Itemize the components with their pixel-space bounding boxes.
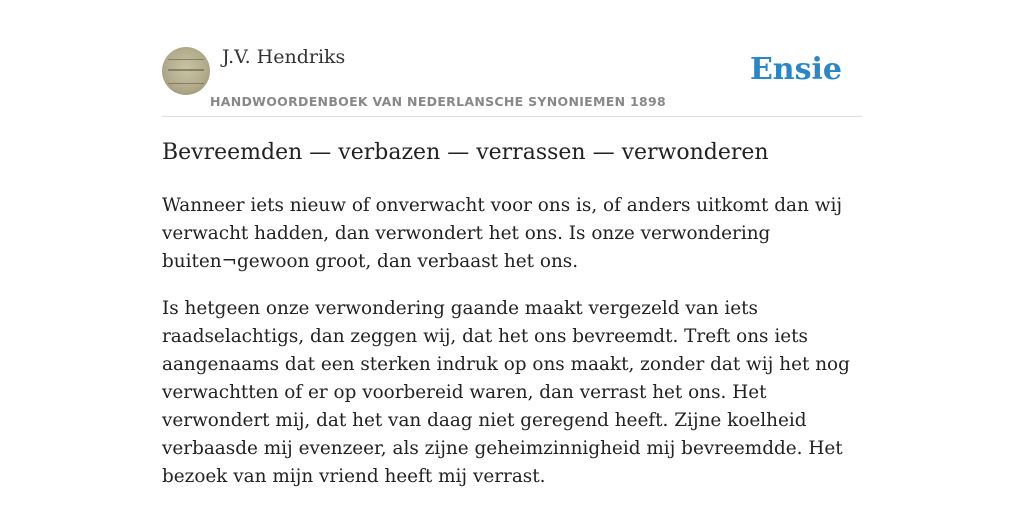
source-title[interactable]: HANDWOORDENBOEK VAN NEDERLANSCHE SYNONIEMEN 1898 xyxy=(210,94,667,109)
entry-title: Bevreemden — verbazen — verrassen — verwonderen xyxy=(162,140,769,165)
book-cover-avatar[interactable] xyxy=(162,47,210,95)
paragraph: Wanneer iets nieuw of onverwacht voor ons is, of anders uitkomt dan wij verwacht hadden, dan verwondert het ons. Is onze verwondering buiten¬gewoon groot, dan verbaast het ons. xyxy=(162,195,843,272)
paragraph: Is hetgeen onze verwondering gaande maakt vergezeld van iets raadselachtigs, dan zeggen wij, dat het ons bevreemdt. Treft ons iets aangenaams dat een sterken indruk op ons maakt, zonder dat wij het nog verwachtten of er op voorbereid waren, dan verrast het ons. Het verwondert mij, dat het van daag niet geregend heeft. Zijne koelheid verbaasde mij evenzeer, als zijne geheimzinnigheid mij bevreemdde. Het bezoek van mijn vriend heeft mij verrast. xyxy=(162,298,850,487)
entry-header xyxy=(162,44,862,117)
author-name[interactable]: J.V. Hendriks xyxy=(222,46,346,68)
ensie-logo[interactable]: Ensie xyxy=(749,52,842,87)
entry-body xyxy=(162,192,862,510)
